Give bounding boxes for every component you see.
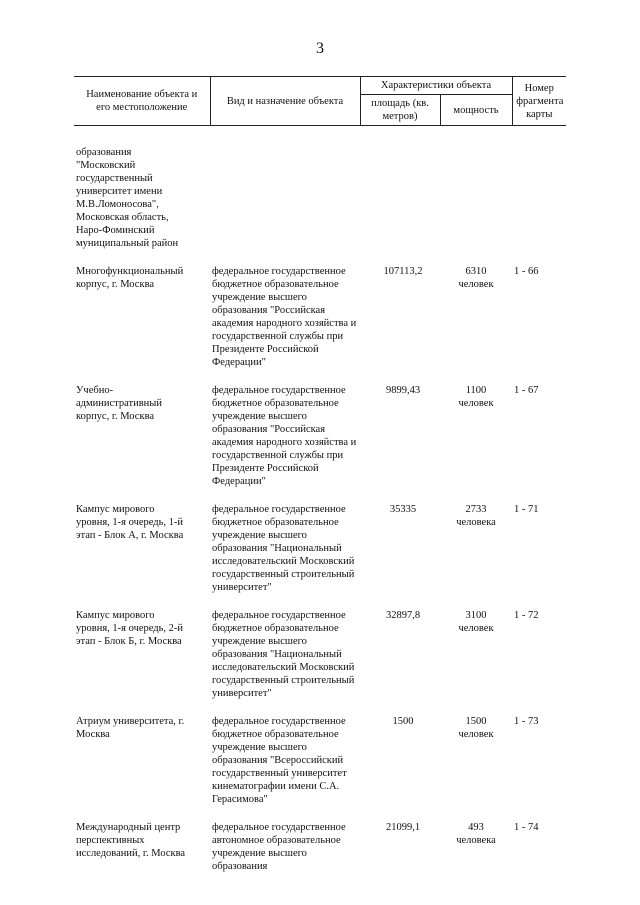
object-name-cell [74,609,210,700]
object-area-cell-text: 107113,2 [383,266,423,277]
page-number: 3 [316,40,324,57]
header-characteristics: Характеристики объекта [360,77,512,95]
object-area-cell [360,265,440,369]
object-purpose-cell [210,821,360,873]
map-fragment-cell-text: 1 - 66 [514,266,539,277]
objects-table [74,76,566,873]
object-capacity-cell-text: 6310 человек [458,266,494,290]
map-fragment-cell-text: 1 - 74 [514,822,539,833]
map-fragment-cell [512,265,566,369]
map-fragment-cell [512,821,566,873]
table-row [74,609,566,700]
object-capacity-cell [440,384,512,488]
table-row [74,715,566,806]
header-object-purpose: Вид и назначение объекта [210,77,360,126]
table-row-continuation [74,146,566,250]
object-purpose-cell-text: федеральное государственное бюджетное образовательное учреждение высшего образования "Всероссийский государственный университет кинематографии имени С.А. Герасимова" [212,716,347,805]
map-fragment-cell [512,384,566,488]
header-object-name: Наименование объекта и его местоположение [74,77,210,126]
object-name-cell-text: Кампус мирового уровня, 1-я очередь, 2-й этап - Блок Б, г. Москва [76,610,184,647]
object-purpose-cell-text: федеральное государственное бюджетное образовательное учреждение высшего образования "Российская академия народного хозяйства и государственной службы при Президенте Российской Федерации" [212,385,357,487]
object-purpose-cell [210,265,360,369]
map-fragment-cell-text: 1 - 71 [514,504,539,515]
map-fragment-cell [512,715,566,806]
table-body [74,126,566,874]
object-name-cell [74,384,210,488]
object-purpose-cell [210,609,360,700]
object-name-cell-text: Кампус мирового уровня, 1-я очередь, 1-й этап - Блок А, г. Москва [76,504,184,541]
object-name-cell [74,503,210,594]
object-purpose-cell-text: федеральное государственное бюджетное образовательное учреждение высшего образования "Российская академия народного хозяйства и государственной службы при Президенте Российской Федерации" [212,266,357,368]
object-area-cell-text: 32897,8 [385,610,421,621]
object-area-cell-text: 21099,1 [385,822,421,833]
object-purpose-cell-text: федеральное государственное бюджетное образовательное учреждение высшего образования "Национальный исследовательский Московский государственный строительный университет" [212,610,355,699]
map-fragment-cell [512,503,566,594]
object-capacity-cell-text: 2733 человека [456,504,496,528]
object-capacity-cell [440,503,512,594]
table-row [74,503,566,594]
object-area-cell-text: 1500 [392,716,414,727]
object-capacity-cell [440,715,512,806]
map-fragment-cell-text: 1 - 67 [514,385,539,396]
object-area-cell [360,384,440,488]
object-capacity-cell-text: 1100 человек [458,385,494,409]
object-name-cell: образования "Московский государственный университет имени М.В.Ломоносова", Московская область, Наро-Фоминский муниципальный район [76,147,179,249]
object-area-cell [360,715,440,806]
header-capacity: мощность [440,95,512,126]
object-capacity-cell-text: 1500 человек [458,716,494,740]
object-name-cell-text: Атриум университета, г. Москва [76,716,185,740]
object-area-cell-text: 9899,43 [385,385,421,396]
header-fragment-number: Номер фрагмента карты [512,77,566,126]
object-area-cell [360,821,440,873]
object-name-cell-text: Многофункциональный корпус, г. Москва [76,266,184,290]
object-capacity-cell [440,821,512,873]
map-fragment-cell [512,609,566,700]
object-name-cell-text: Учебно-административный корпус, г. Москва [76,385,162,422]
object-name-cell [74,715,210,806]
object-area-cell [360,503,440,594]
object-capacity-cell [440,265,512,369]
object-purpose-cell [210,715,360,806]
object-purpose-cell-text: федеральное государственное автономное образовательное учреждение высшего образования [212,822,346,872]
object-area-cell-text: 35335 [389,504,417,515]
table-header [74,77,566,126]
object-capacity-cell-text: 3100 человек [458,610,494,634]
object-purpose-cell-text: федеральное государственное бюджетное образовательное учреждение высшего образования "Национальный исследовательский Московский государственный строительный университет" [212,504,355,593]
map-fragment-cell-text: 1 - 73 [514,716,539,727]
object-purpose-cell [210,503,360,594]
object-name-cell-text: Международный центр перспективных исследований, г. Москва [76,822,186,859]
table-row [74,821,566,873]
table-row [74,265,566,369]
object-name-cell [74,821,210,873]
object-capacity-cell [440,609,512,700]
header-area: площадь (кв. метров) [360,95,440,126]
table-row [74,384,566,488]
object-purpose-cell [210,384,360,488]
object-capacity-cell-text: 493 человека [456,822,496,846]
map-fragment-cell-text: 1 - 72 [514,610,539,621]
object-area-cell [360,609,440,700]
object-name-cell [74,265,210,369]
